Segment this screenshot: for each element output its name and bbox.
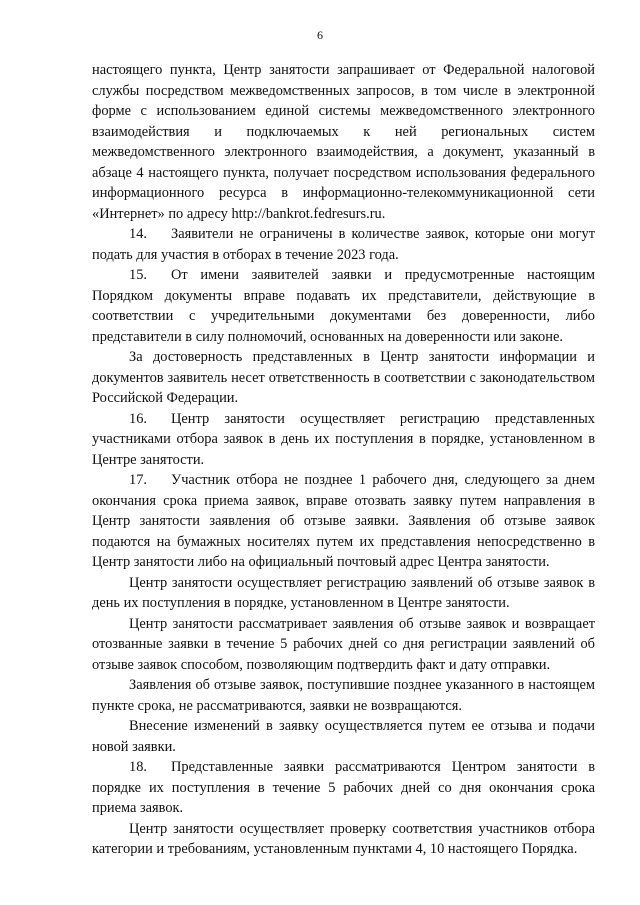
paragraph-responsibility bbox=[92, 347, 595, 409]
paragraph-continuation bbox=[92, 60, 595, 224]
paragraph-text: Центр занятости рассматривает заявления об отзыве заявок и возвращает отозванные заявки в течение 5 рабочих дней со дня регистрации заявлений об отзыве заявок способом, позволяющим подтвердить факт и дату отправки. bbox=[92, 615, 595, 673]
paragraph-text: Заявления об отзыве заявок, поступившие позднее указанного в настоящем пункте срока, не рассматриваются, заявки не возвращаются. bbox=[92, 677, 595, 714]
paragraph-text: Заявители не ограничены в количестве заявок, которые они могут подать для участия в отборах в течение 2023 года. bbox=[92, 226, 595, 263]
paragraph-text: Представленные заявки рассматриваются Центром занятости в порядке их поступления в течение 5 рабочих дней со дня окончания срока приема заявок. bbox=[92, 759, 595, 816]
paragraph-number: 16. bbox=[129, 410, 147, 427]
paragraph-text: Внесение изменений в заявку осуществляется путем ее отзыва и подачи новой заявки. bbox=[92, 718, 595, 755]
paragraph-text: настоящего пункта, Центр занятости запрашивает от Федеральной налоговой службы посредством межведомственных запросов, в том числе в электронной форме с использованием единой системы межведомственного электронного взаимодействия и подключаемых к ней региональных систем межведомственного электронного взаимодействия, а документ, указанный в абзаце 4 настоящего пункта, получает посредством использования федерального информационного ресурса в информационно-телекоммуникационной сети «Интернет» по адресу http://bankrot.fedresurs.ru. bbox=[92, 62, 595, 222]
paragraph-number: 14. bbox=[129, 226, 147, 242]
paragraph-17 bbox=[92, 470, 595, 573]
page-number: 6 bbox=[317, 28, 323, 42]
document-body bbox=[92, 60, 595, 860]
paragraph-text: Центр занятости осуществляет регистрацию представленных участниками отбора заявок в день их поступления в порядке, установленном в Центре занятости. bbox=[92, 410, 595, 468]
paragraph-text: За достоверность представленных в Центр занятости информации и документов заявитель несет ответственность в соответствии с законодательством Российской Федерации. bbox=[92, 349, 595, 406]
paragraph-text: Центр занятости осуществляет проверку соответствия участников отбора категории и требованиям, установленным пунктами 4, 10 настоящего Порядка. bbox=[92, 820, 595, 857]
paragraph-withdrawal-review bbox=[92, 614, 595, 676]
paragraph-15 bbox=[92, 265, 595, 347]
paragraph-withdrawal-registration bbox=[92, 573, 595, 614]
paragraph-compliance-check bbox=[92, 819, 595, 860]
paragraph-number: 17. bbox=[129, 472, 147, 488]
paragraph-number: 15. bbox=[129, 267, 147, 283]
paragraph-text: От имени заявителей заявки и предусмотренные настоящим Порядком документы вправе подавать их представители, действующие в соответствии с учредительными документами без доверенности, либо представители в силу полномочий, основанных на доверенности или законе. bbox=[92, 267, 595, 345]
paragraph-amendments bbox=[92, 716, 595, 757]
paragraph-text: Участник отбора не позднее 1 рабочего дня, следующего за днем окончания срока приема заявок, вправе отозвать заявку путем направления в Центр занятости заявления об отзыве заявки. Заявления об отзыве заявок подаются на бумажных носителях путем их представления непосредственно в Центр занятости либо на официальный почтовый адрес Центра занятости. bbox=[92, 472, 595, 570]
paragraph-14 bbox=[92, 224, 595, 265]
paragraph-16 bbox=[92, 409, 595, 471]
paragraph-late-withdrawal bbox=[92, 675, 595, 716]
paragraph-number: 18. bbox=[129, 759, 147, 775]
paragraph-18 bbox=[92, 757, 595, 819]
paragraph-text: Центр занятости осуществляет регистрацию заявлений об отзыве заявок в день их поступления в порядке, установленном в Центре занятости. bbox=[92, 574, 595, 611]
